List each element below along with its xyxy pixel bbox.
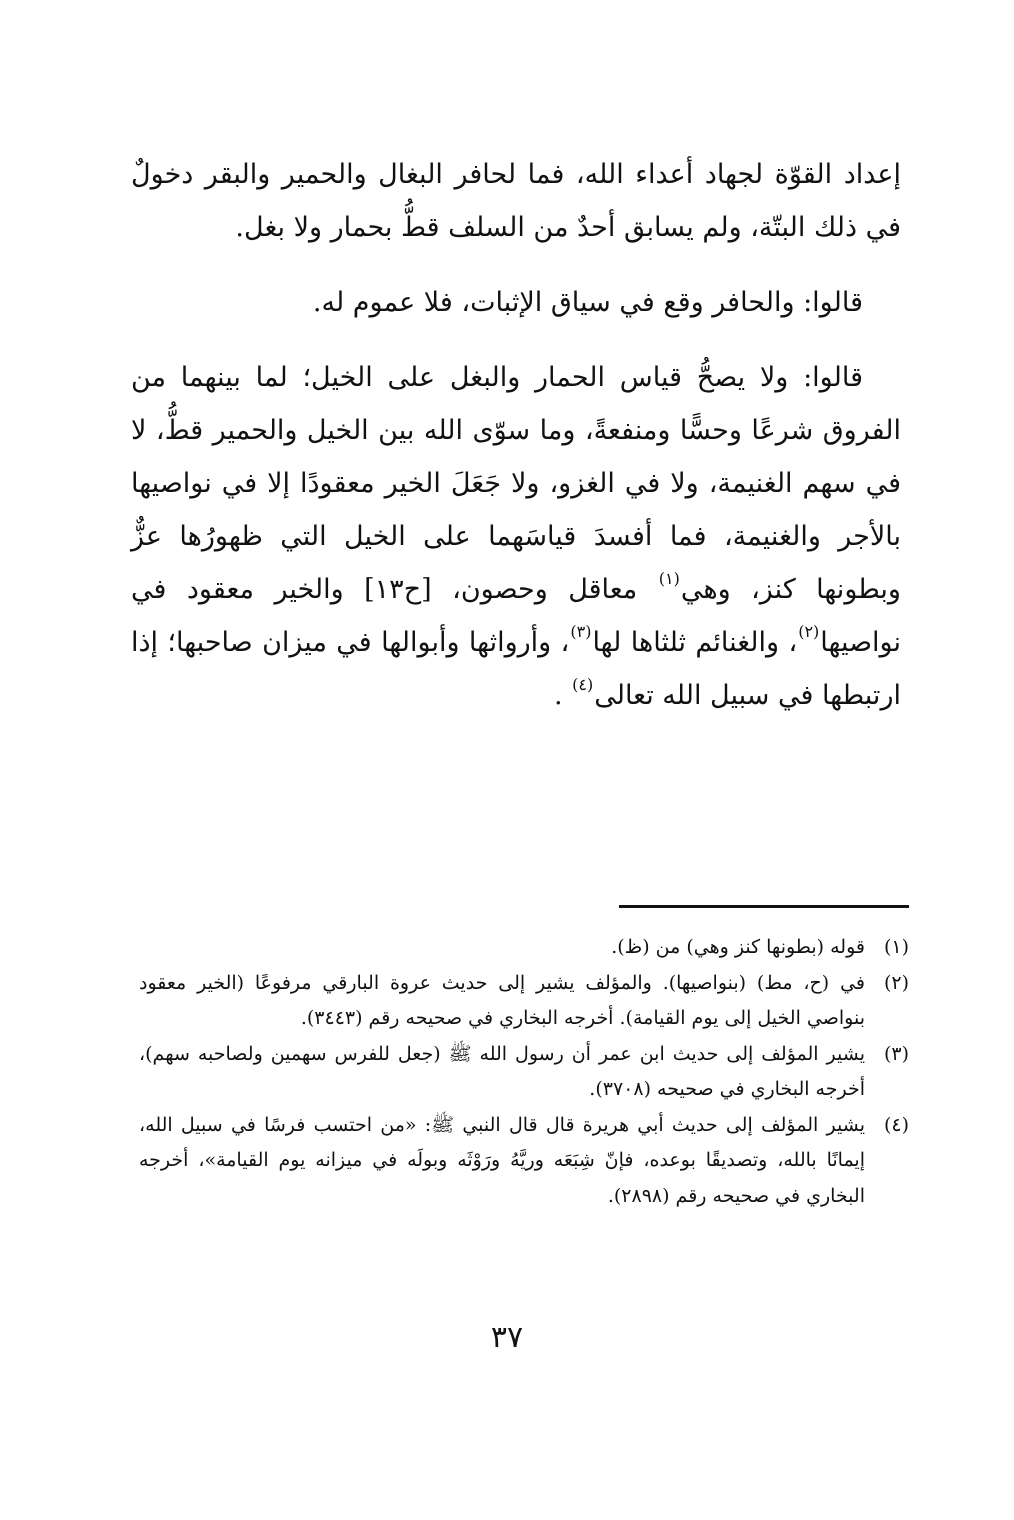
footnote-text: في (ح، مط) (بنواصيها). والمؤلف يشير إلى حديث عروة البارقي مرفوعًا (الخير معقود بنواصي الخيل إلى يوم القيامة). أخرجه البخاري في صحيحه رقم (٣٤٤٣). [139,971,865,1029]
footnote-ref-1: (١) [658,568,680,588]
footnote-text: يشير المؤلف إلى حديث أبي هريرة قال قال النبي ﷺ: «من احتسب فرسًا في سبيل الله، إيمانًا بالله، وتصديقًا بوعده، فإنّ شِبَعَه وريَّهُ ورَوْثَه وبولَه في ميزانه يوم القيامة»، أخرجه البخاري في صحيحه رقم (٢٨٩٨). [139,1113,865,1207]
footnote-number: (١) [883,936,909,958]
paragraph-3-text-4: ، وأرواثها وأبوالها في ميزان صاحبها؛ إذا ارتبطها في سبيل الله تعالى [131,627,901,711]
footnote-text: يشير المؤلف إلى حديث ابن عمر أن رسول الله ﷺ (جعل للفرس سهمين ولصاحبه سهم)، أخرجه البخاري في صحيحه (٣٧٠٨). [139,1042,865,1100]
footnote-ref-2: (٢) [798,621,820,641]
footnote-number: (٣) [883,1042,909,1065]
footnote-4 [139,1108,909,1215]
footnote-ref-3: (٣) [570,621,592,641]
footnote-ref-4: (٤) [572,674,594,694]
paragraph-2: قالوا: والحافر وقع في سياق الإثبات، فلا عموم له. [312,287,863,318]
footnote-text: قوله (بطونها كنز وهي) من (ظ). [611,936,865,958]
paragraph-3-text-1: قالوا: ولا يصحُّ قياس الحمار والبغل على الخيل؛ لما بينهما من الفروق شرعًا وحسًّا ومنفعةً، وما سوّى الله بين الخيل والحمير قطُّ، لا في سهم الغنيمة، ولا في الغزو، ولا جَعَلَ الخير معقودًا إلا في نواصيها بالأجر والغنيمة، فما أفسدَ قياسَهما على الخيل التي ظهورُها عزٌّ وبطونها كنز، وهي [131,362,901,605]
paragraph-3 [131,351,901,722]
footnote-1 [139,930,909,966]
footnotes [139,930,909,1214]
paragraph-3-text-2: معاقل وحصون، [ح١٣] والخير معقود في نواصيها [131,574,902,658]
footnote-3 [139,1037,909,1108]
footnote-number: (٢) [883,971,909,994]
footnote-2 [139,966,909,1037]
footnote-divider [619,905,909,908]
main-text [131,148,901,722]
paragraph-3-text-5: . [553,680,563,711]
footnote-number: (٤) [883,1113,909,1136]
paragraph-1: إعداد القوّة لجهاد أعداء الله، فما لحافر البغال والحمير والبقر دخولٌ في ذلك البتّة، ولم يسابق أحدٌ من السلف قطُّ بحمار ولا بغل. [131,159,901,243]
paragraph-3-text-3: ، والغنائم ثلثاها لها [592,627,798,658]
page-number: ٣٧ [490,1320,524,1355]
